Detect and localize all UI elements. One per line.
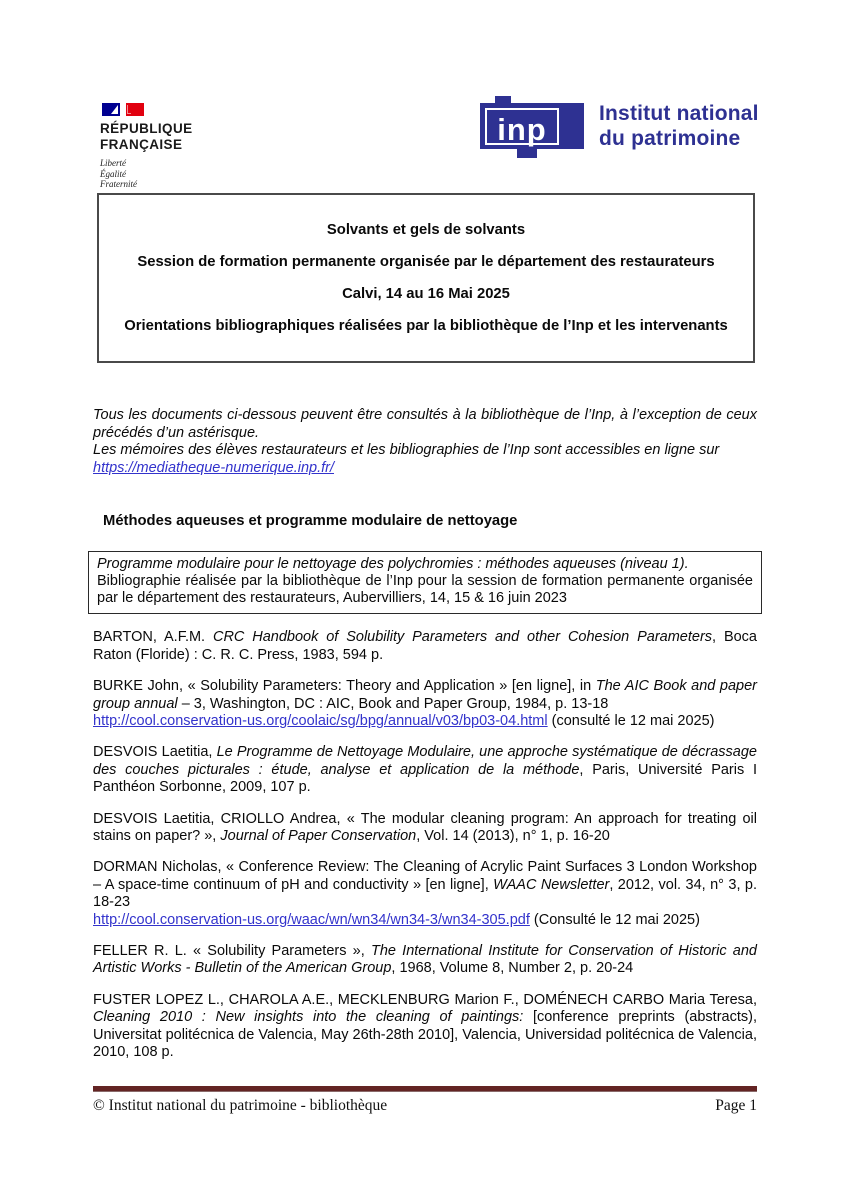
republique-francaise-logo xyxy=(100,103,193,190)
bibliography-entry xyxy=(93,811,757,846)
inp-acronym-box xyxy=(485,108,559,145)
motto-fraternite: Fraternité xyxy=(100,179,137,189)
bib-text: (consulté le 12 mai 2025) xyxy=(547,713,715,729)
program-box xyxy=(88,551,762,614)
bib-text: FUSTER LOPEZ L., CHAROLA A.E., MECKLENBURG Marion F., DOMÉNECH CARBO Maria Teresa, xyxy=(93,991,757,1008)
inp-logo-icon xyxy=(480,103,584,149)
bib-italic-text: The AIC Book and paper group annual xyxy=(93,678,758,712)
bib-italic-text: WAAC Newsletter xyxy=(493,876,610,893)
footer-row xyxy=(93,1097,757,1115)
footer-rule xyxy=(93,1086,757,1092)
intro-line1: Tous les documents ci-dessous peuvent être consultés à la bibliothèque de l’Inp, à l’exception de ceux précédés d’un astérisque. xyxy=(93,407,757,441)
rf-logo-motto xyxy=(100,158,193,190)
rf-logo-line1: RÉPUBLIQUE xyxy=(100,121,193,136)
inp-name-line1: Institut national xyxy=(599,102,759,125)
footer-page-number: Page 1 xyxy=(715,1097,757,1114)
flag-red-block xyxy=(126,103,144,116)
bib-text: , Vol. 14 (2013), n° 1, p. 16-20 xyxy=(416,828,610,845)
footer-copyright: © Institut national du patrimoine - bibliothèque xyxy=(93,1097,388,1114)
session-subtitle: Session de formation permanente organisée par le département des restaurateurs xyxy=(137,254,715,270)
motto-egalite: Égalité xyxy=(100,168,126,179)
bibliography-link[interactable]: http://cool.conservation-us.org/waac/wn/wn34/wn34-3/wn34-305.pdf xyxy=(93,911,530,928)
bib-text: DESVOIS Laetitia, CRIOLLO Andrea, « The modular cleaning program: An approach for treating oil stains on paper? », xyxy=(93,810,757,845)
session-date-location: Calvi, 14 au 16 Mai 2025 xyxy=(342,286,510,302)
bib-italic-text: Cleaning 2010 : New insights into the cleaning of paintings: xyxy=(93,1009,524,1026)
rf-logo-title xyxy=(100,121,193,152)
french-flag-icon xyxy=(102,103,193,116)
section-heading: Méthodes aqueuses et programme modulaire de nettoyage xyxy=(103,513,518,530)
bib-text: , Paris, Université Paris I Panthéon Sorbonne, 2009, 107 p. xyxy=(93,761,757,796)
bib-text: , 1968, Volume 8, Number 2, p. 20-24 xyxy=(391,960,634,977)
bib-text: [conference preprints (abstracts), Universitat politécnica de Valencia, May 26th-28th 2010], Valencia, Universidad politécnica de Valencia, 2010, 108 p. xyxy=(93,1009,757,1061)
bib-text: DESVOIS Laetitia, xyxy=(93,744,217,761)
mediatheque-link[interactable]: https://mediatheque-numerique.inp.fr/ xyxy=(93,459,334,476)
bibliography-link[interactable]: http://cool.conservation-us.org/coolaic/sg/bpg/annual/v03/bp03-04.html xyxy=(93,713,548,729)
bibliography-entry xyxy=(93,629,757,664)
inp-logo-tab-bottom xyxy=(517,148,537,158)
program-box-italic-line: Programme modulaire pour le nettoyage des polychromies : méthodes aqueuses (niveau 1). xyxy=(97,556,689,573)
motto-liberte: Liberté xyxy=(100,158,126,168)
bibliography-entry xyxy=(93,678,757,730)
bib-text: – 3, Washington, DC : AIC, Book and Paper Group, 1984, p. 13-18 xyxy=(177,695,609,712)
bib-text: (Consulté le 12 mai 2025) xyxy=(529,911,700,928)
inp-acronym: inp xyxy=(497,112,547,147)
program-box-regular-text: Bibliographie réalisée par la bibliothèque de l’Inp pour la session de formation permanente organisée par le département des restaurateurs, Aubervilliers, 14, 15 & 16 juin 2023 xyxy=(97,573,753,607)
intro-note xyxy=(93,407,757,477)
flag-blue-block xyxy=(102,103,120,116)
bibliography-entry xyxy=(93,992,757,1062)
bib-italic-text: Journal of Paper Conservation xyxy=(220,828,417,845)
bibliography-entry xyxy=(93,943,757,978)
bib-text: , Boca Raton (Floride) : C. R. C. Press, 1983, 594 p. xyxy=(93,629,757,663)
inp-name-line2: du patrimoine xyxy=(599,127,741,150)
bib-text: DORMAN Nicholas, « Conference Review: The Cleaning of Acrylic Paint Surfaces 3 London Workshop – A space-time continuum of pH and conductivity » [en ligne], xyxy=(93,859,757,893)
page-footer xyxy=(93,1086,757,1115)
bibliography-credit: Orientations bibliographiques réalisées par la bibliothèque de l’Inp et les intervenants xyxy=(124,318,728,334)
bibliography-entry xyxy=(93,859,757,929)
bibliography-list xyxy=(93,629,757,1061)
intro-line2: Les mémoires des élèves restaurateurs et les bibliographies de l’Inp sont accessibles en ligne sur xyxy=(93,442,720,459)
bib-text: FELLER R. L. « Solubility Parameters », xyxy=(93,943,371,960)
bib-italic-text: Le Programme de Nettoyage Modulaire, une approche systématique de décrassage des couches picturales : étude, analyse et application de la méthode xyxy=(93,744,757,778)
bib-italic-text: CRC Handbook of Solubility Parameters and other Cohesion Parameters xyxy=(212,629,713,646)
bibliography-entry xyxy=(93,744,757,796)
title-box xyxy=(97,193,755,363)
document-title: Solvants et gels de solvants xyxy=(326,222,526,238)
inp-logo xyxy=(480,101,759,151)
bib-text: , 2012, vol. 34, n° 3, p. 18-23 xyxy=(93,876,757,911)
bib-text: BURKE John, « Solubility Parameters: Theory and Application » [en ligne], in xyxy=(93,678,596,695)
bib-italic-text: The International Institute for Conservation of Historic and Artistic Works - Bulletin of the American Group xyxy=(93,943,757,977)
bib-text: BARTON, A.F.M. xyxy=(93,629,213,646)
rf-logo-line2: FRANÇAISE xyxy=(100,136,183,152)
inp-logo-tab-top xyxy=(495,96,511,104)
inp-institute-name xyxy=(599,101,759,151)
